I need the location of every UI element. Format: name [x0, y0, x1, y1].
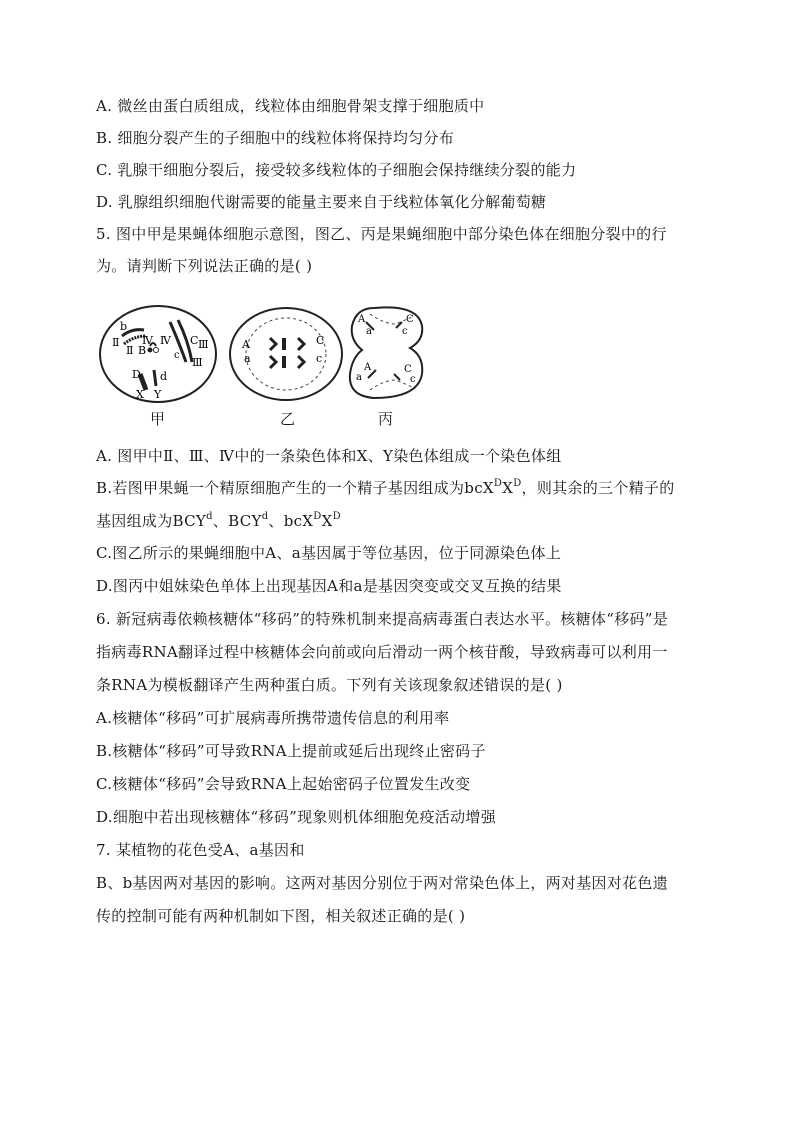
jia-mark: Ⅲ	[198, 338, 209, 351]
q4-option-c: C. 乳腺干细胞分裂后，接受较多线粒体的子细胞会保持继续分裂的能力	[96, 161, 577, 179]
q7-stem-cont: B、b基因两对基因的影响。这两对基因分别位于两对常染色体上，两对基因对花色遗	[96, 874, 669, 892]
yi-mark: c	[316, 352, 323, 365]
q6-option-d: D.细胞中若出现核糖体“移码”现象则机体细胞免疫活动增强	[96, 808, 496, 826]
bing-mark: c	[410, 374, 416, 385]
q6-stem-cont-2: 条RNA为模板翻译产生两种蛋白质。下列有关该现象叙述错误的是( )	[96, 676, 563, 694]
q6-stem: 6. 新冠病毒依赖核糖体“移码”的特殊机制来提高病毒蛋白表达水平。核糖体“移码”是	[96, 610, 669, 628]
q6-option-b: B.核糖体“移码”可导致RNA上提前或延后出现终止密码子	[96, 742, 486, 760]
jia-mark: Ⅱ	[126, 344, 134, 357]
cell-bing	[350, 307, 422, 398]
bing-mark: A	[364, 362, 372, 373]
bing-mark: C	[406, 314, 414, 325]
cell-yi	[230, 308, 342, 400]
jia-mark: Ⅱ	[112, 336, 120, 349]
jia-mark: d	[160, 370, 168, 383]
q7-stem-cont-2: 传的控制可能有两种机制如下图，相关叙述正确的是( )	[96, 907, 466, 925]
yi-mark: a	[244, 352, 251, 365]
bing-mark: c	[402, 326, 408, 337]
q6-option-c: C.核糖体“移码”会导致RNA上起始密码子位置发生改变	[96, 775, 471, 793]
q5-option-b-cont: 基因组成为BCY$^d$、BCY$^d$、$bcX^DX^D$	[96, 511, 341, 530]
q5-option-b: B.若图甲果蝇一个精原细胞产生的一个精子基因组成为$bcX^DX^D$，则其余的三个精子的	[96, 478, 675, 497]
jia-mark: D	[132, 368, 141, 381]
jia-mark: C	[190, 334, 199, 347]
figure-label-bing: 丙	[378, 410, 394, 428]
yi-mark: A	[242, 338, 250, 351]
jia-mark: Ⅲ	[192, 356, 203, 369]
jia-mark: c	[174, 350, 180, 361]
q5-stem: 5. 图中甲是果蝇体细胞示意图，图乙、丙是果蝇细胞中部分染色体在细胞分裂中的行	[96, 225, 667, 243]
jia-mark: Y	[154, 388, 162, 401]
jia-mark: Ⅳ	[142, 334, 153, 347]
q7-stem: 7. 某植物的花色受A、a基因和	[96, 841, 305, 859]
q4-option-a: A. 微丝由蛋白质组成，线粒体由细胞骨架支撑于细胞质中	[96, 97, 485, 115]
bing-mark: a	[356, 372, 362, 383]
bing-mark: C	[404, 364, 412, 375]
cell-diagrams	[98, 300, 438, 412]
q5-stem-cont: 为。请判断下列说法正确的是( )	[96, 257, 313, 275]
q5-option-d: D.图丙中姐妹染色单体上出现基因A和a是基因突变或交叉互换的结果	[96, 577, 562, 595]
jia-mark: X	[136, 388, 144, 401]
jia-mark: b	[120, 320, 128, 333]
q5-option-a: A. 图甲中Ⅱ、Ⅲ、Ⅳ中的一条染色体和X、Y染色体组成一个染色体组	[96, 447, 562, 465]
q4-option-b: B. 细胞分裂产生的子细胞中的线粒体将保持均匀分布	[96, 129, 455, 147]
q6-option-a: A.核糖体“移码”可扩展病毒所携带遗传信息的利用率	[96, 709, 450, 727]
bing-mark: A	[358, 314, 366, 325]
q5-option-c: C.图乙所示的果蝇细胞中A、a基因属于等位基因，位于同源染色体上	[96, 544, 562, 562]
chromosome-figure	[98, 300, 438, 430]
jia-mark: Ⅳ	[160, 334, 171, 347]
figure-label-yi: 乙	[280, 410, 296, 428]
q6-stem-cont: 指病毒RNA翻译过程中核糖体会向前或向后滑动一两个核苷酸，导致病毒可以利用一	[96, 643, 668, 661]
figure-label-jia: 甲	[150, 410, 166, 428]
bing-mark: a	[366, 326, 372, 337]
yi-mark: C	[316, 334, 325, 347]
cell-jia	[100, 306, 216, 402]
jia-mark: B	[138, 344, 147, 357]
q4-option-d: D. 乳腺组织细胞代谢需要的能量主要来自于线粒体氧化分解葡萄糖	[96, 193, 547, 211]
